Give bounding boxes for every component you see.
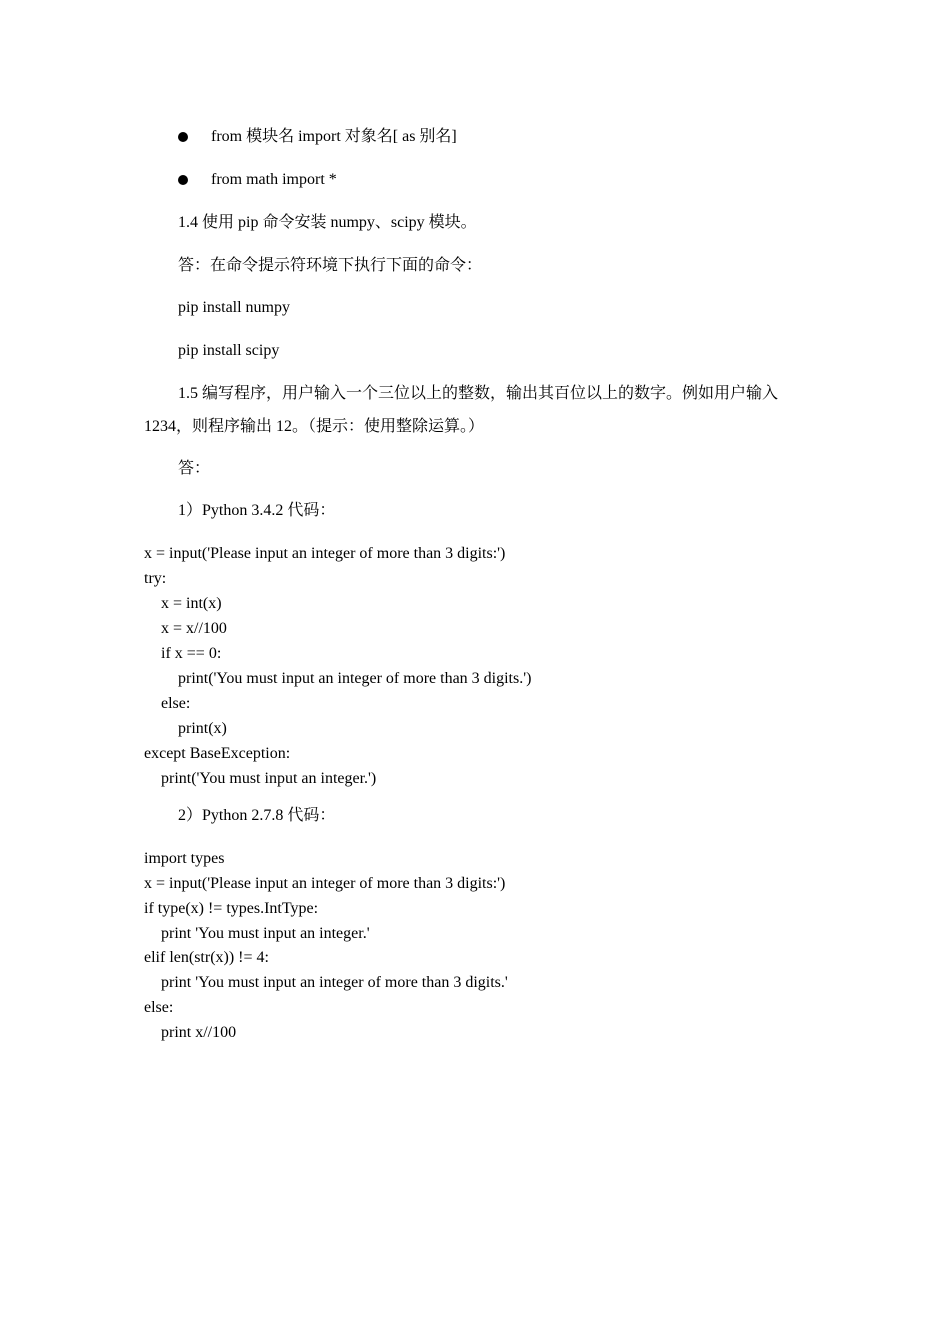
python3-code-label: 1）Python 3.4.2 代码： bbox=[178, 502, 336, 519]
code-line: print 'You must input an integer of more than 3 digits.' bbox=[161, 974, 508, 991]
code-line: x = input('Please input an integer of more than 3 digits:') bbox=[144, 875, 506, 892]
code-line: print(x) bbox=[178, 720, 227, 737]
pip-command-scipy: pip install scipy bbox=[178, 342, 280, 359]
bullet-dot-icon bbox=[178, 132, 188, 142]
question-1-5-body: 1.5 编写程序，用户输入一个三位以上的整数，输出其百位以上的数字。例如用户输入 1234，则程序输出 12。（提示：使用整除运算。） bbox=[144, 385, 779, 435]
bullet-text: from math import * bbox=[211, 171, 337, 188]
bullet-dot-icon bbox=[178, 175, 188, 185]
question-1-4-title: 1.4 使用 pip 命令安装 numpy、scipy 模块。 bbox=[178, 214, 477, 231]
code-line: if x == 0: bbox=[161, 645, 222, 662]
code-line: print 'You must input an integer.' bbox=[161, 925, 370, 942]
code-line: print('You must input an integer.') bbox=[161, 770, 377, 787]
code-line: elif len(str(x)) != 4: bbox=[144, 949, 269, 966]
code-line: try: bbox=[144, 570, 167, 587]
code-line: x = x//100 bbox=[161, 620, 227, 637]
code-line: if type(x) != types.IntType: bbox=[144, 900, 319, 917]
code-line: x = int(x) bbox=[161, 595, 222, 612]
code-line: else: bbox=[161, 695, 191, 712]
code-line: print('You must input an integer of more than 3 digits.') bbox=[178, 670, 532, 687]
code-line: print x//100 bbox=[161, 1024, 237, 1041]
pip-command-numpy: pip install numpy bbox=[178, 299, 290, 316]
python2-code-label: 2）Python 2.7.8 代码： bbox=[178, 807, 336, 824]
code-line: import types bbox=[144, 850, 225, 867]
bullet-text: from 模块名 import 对象名[ as 别名] bbox=[211, 128, 457, 145]
answer-label: 答： bbox=[178, 460, 211, 477]
question-1-5-text bbox=[144, 377, 824, 443]
code-line: except BaseException: bbox=[144, 745, 291, 762]
code-line: x = input('Please input an integer of more than 3 digits:') bbox=[144, 545, 506, 562]
code-line: else: bbox=[144, 999, 174, 1016]
answer-intro: 答：在命令提示符环境下执行下面的命令： bbox=[178, 257, 483, 274]
